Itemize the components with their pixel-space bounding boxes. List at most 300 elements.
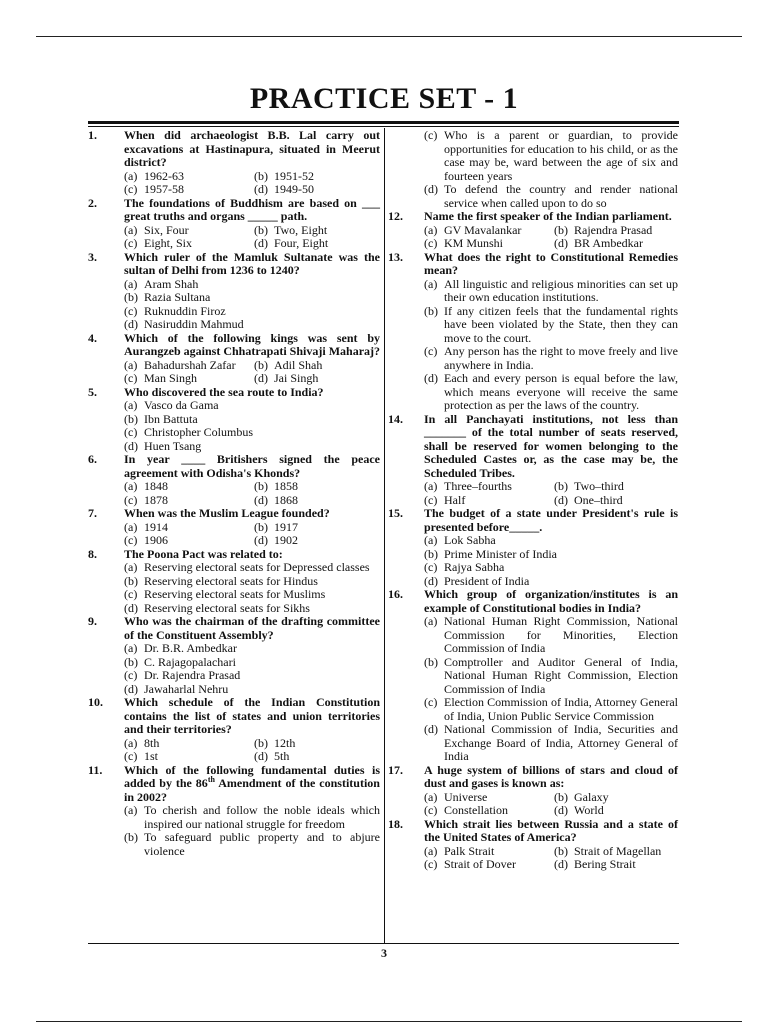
option-letter: (a) [124,398,138,412]
question-number: 16. [388,587,403,601]
question-stem [88,548,380,562]
option-item [554,480,678,494]
option-text: Three–fourths [444,479,512,493]
options-group [124,642,380,696]
option-letter: (d) [554,236,568,250]
option-item [124,305,380,319]
option-text: GV Mavalankar [444,222,522,237]
option-letter: (c) [124,182,138,196]
option-item [124,170,254,184]
options-group [424,129,678,210]
option-text: President of India [444,573,530,588]
option-item [124,521,254,535]
option-text: Man Singh [144,371,198,385]
option-text: Jai Singh [274,371,319,385]
question-stem [388,507,678,534]
question-stem [88,507,380,521]
option-letter: (a) [424,479,438,493]
option-text: C. Rajagopalachari [144,654,236,669]
option-letter: (a) [424,222,438,237]
option-item [124,291,380,305]
option-letter: (c) [424,560,438,574]
options-group [124,737,380,764]
option-item [124,683,380,697]
option-text: To cherish and follow the noble ideals which inspired our national struggle for freedom [144,803,380,831]
question-text: When was the Muslim League founded? [124,506,330,520]
option-item [424,372,678,413]
question-number: 7. [88,506,97,520]
question-text: In year ____ Britishers signed the peace agreement with Odisha's Khonds? [124,452,380,480]
option-item [554,237,678,251]
option-text: Six, Four [144,222,189,237]
option-text: BR Ambedkar [574,236,643,250]
option-letter: (b) [124,573,138,588]
option-text: One–third [574,492,623,507]
option-letter: (b) [124,290,138,304]
question-text: Which of the following kings was sent by Aurangzeb against Chhatrapati Shivaji Maharaj? [124,330,381,358]
option-item [124,278,380,292]
question-stem [388,818,678,845]
option-item [254,521,380,535]
option-text: Rajya Sabha [444,560,505,574]
options-group [124,399,380,453]
question-number: 14. [388,411,403,426]
options-group [124,804,380,858]
option-letter: (a) [424,614,438,628]
option-letter: (c) [124,303,138,318]
option-item [424,345,678,372]
option-text: Aram Shah [144,276,199,291]
option-text: Reserving electoral seats for Hindus [144,573,318,588]
options-group [124,170,380,197]
option-item [254,359,380,373]
option-item [254,237,380,251]
option-letter: (c) [124,371,138,385]
option-letter: (c) [424,695,438,709]
option-letter: (a) [424,789,438,804]
option-text: Strait of Dover [444,857,516,871]
options-group [424,224,678,251]
question-text: In all Panchayati institutions, not less than _______ of the total number of seats reserved, shall be reserved for women belonging to the Scheduled Castes or, as the case may be, the Scheduled Tribes. [424,411,678,480]
option-text: KM Munshi [444,236,504,250]
option-text: 1957-58 [144,182,184,196]
option-item [254,750,380,764]
option-text: Two–third [574,479,624,493]
option-letter: (c) [424,128,438,142]
option-letter: (c) [424,492,438,507]
option-text: If any citizen feels that the fundamental rights have been violated by the State, then they can move to the court. [444,303,678,345]
option-item [254,494,380,508]
option-letter: (b) [254,479,268,493]
option-item [254,224,380,238]
option-letter: (a) [124,357,138,372]
option-text: Comptroller and Auditor General of India, National Human Right Commission, Election Commission of India [444,654,678,696]
option-letter: (b) [424,546,438,561]
option-item [124,413,380,427]
option-letter: (c) [424,803,438,817]
top-border-line [36,36,742,37]
option-text: To safeguard public property and to abjure violence [144,830,380,858]
option-text: Palk Strait [444,843,495,858]
option-item [554,224,678,238]
option-text: Universe [444,789,488,804]
question-text: Which of the following fundamental duties is added by the 86th Amendment of the constitution in 2002? [124,762,380,804]
option-letter: (a) [424,533,438,547]
option-item [554,494,678,508]
option-letter: (a) [424,276,438,291]
option-text: Bering Strait [574,857,636,871]
option-item [554,858,678,872]
option-item [124,656,380,670]
option-letter: (d) [254,533,268,547]
option-letter: (b) [124,830,138,844]
question-number: 15. [388,506,403,520]
option-letter: (b) [554,843,568,858]
question-text: The Poona Pact was related to: [124,546,283,561]
option-item [124,359,254,373]
option-letter: (c) [124,492,138,507]
option-letter: (a) [124,803,138,817]
option-letter: (d) [554,492,568,507]
option-text: 1848 [144,479,168,493]
option-text: Reserving electoral seats for Sikhs [144,600,310,615]
title-rule-thick [88,121,679,124]
question-text: Which strait lies between Russia and a state of the United States of America? [424,816,678,844]
question-stem [88,251,380,278]
option-item [554,791,678,805]
option-item [424,845,554,859]
question-text: A huge system of billions of stars and cloud of dust and gases is known as: [424,762,678,790]
option-text: 1949-50 [274,182,314,196]
options-group [424,615,678,764]
option-item [124,534,254,548]
bottom-border-line [36,1021,742,1022]
option-item [424,305,678,346]
option-text: To defend the country and render national service when called upon to do so [444,182,678,210]
option-letter: (b) [124,411,138,426]
option-text: Rajendra Prasad [574,222,653,237]
question-text: Name the first speaker of the Indian parliament. [424,209,672,223]
option-item [424,561,678,575]
option-item [424,656,678,697]
option-item [124,737,254,751]
option-letter: (d) [124,681,138,696]
question-text: The budget of a state under President's rule is presented before_____. [424,506,678,534]
option-letter: (d) [424,722,438,736]
option-item [254,534,380,548]
question-stem [88,696,380,737]
option-item [254,480,380,494]
question-text: Who discovered the sea route to India? [124,384,324,399]
option-letter: (b) [254,222,268,237]
option-text: 8th [144,735,160,750]
option-text: 1951-52 [274,168,314,183]
options-group [424,791,678,818]
options-group [124,359,380,386]
option-text: Half [444,492,466,507]
option-text: Two, Eight [274,222,328,237]
option-letter: (d) [254,371,268,385]
question-stem [88,197,380,224]
option-item [424,480,554,494]
option-item [124,575,380,589]
question-text: When did archaeologist B.B. Lal carry out excavations at Hastinapura, situated in Meerut district? [124,128,380,169]
option-letter: (b) [424,654,438,669]
option-text: 1962-63 [144,168,184,183]
question-text: Which schedule of the Indian Constitution contains the list of states and union territories and their territories? [124,695,380,736]
question-stem [388,251,678,278]
option-text: 1906 [144,533,168,547]
question-number: 9. [88,614,97,628]
option-letter: (b) [124,654,138,669]
option-item [124,372,254,386]
question-stem [388,413,678,481]
option-letter: (a) [124,479,138,493]
option-letter: (b) [254,735,268,750]
option-item [254,372,380,386]
option-letter: (d) [254,749,268,763]
option-letter: (a) [124,222,138,237]
option-text: 1st [144,749,159,763]
option-item [554,845,678,859]
option-item [424,224,554,238]
options-group [124,521,380,548]
option-text: Vasco da Gama [144,398,219,412]
option-text: 1917 [274,519,298,534]
option-letter: (c) [424,344,438,358]
option-text: 1858 [274,479,298,493]
option-item [124,318,380,332]
question-number: 11. [88,762,103,777]
option-text: Dr. Rajendra Prasad [144,668,241,682]
option-text: Four, Eight [274,236,329,250]
option-item [124,399,380,413]
option-item [124,831,380,858]
options-group [124,278,380,332]
option-text: 1868 [274,492,298,507]
option-text: Ruknuddin Firoz [144,303,226,318]
option-letter: (c) [124,668,138,682]
question-stem [88,615,380,642]
option-item [424,723,678,764]
option-text: Bahadurshah Zafar [144,357,236,372]
question-stem [88,764,380,805]
option-letter: (d) [424,573,438,588]
option-text: Eight, Six [144,236,193,250]
question-number: 10. [88,695,103,709]
page-title: PRACTICE SET - 1 [249,82,519,115]
option-letter: (a) [424,843,438,858]
option-item [124,183,254,197]
column-divider [384,128,385,943]
question-number: 12. [388,209,403,223]
question-stem [88,453,380,480]
option-text: Reserving electoral seats for Depressed classes [144,560,370,574]
option-text: Christopher Columbus [144,425,254,439]
option-text: Election Commission of India, Attorney General of India, Union Public Service Commission [444,695,678,723]
option-text: Each and every person is equal before the law, which means everyone will receive the same protection as per the laws of the country. [444,371,678,412]
option-letter: (b) [554,479,568,493]
option-letter: (d) [254,492,268,507]
option-item [124,669,380,683]
option-letter: (a) [124,519,138,534]
option-item [424,278,678,305]
option-text: Ibn Battuta [144,411,198,426]
question-stem [88,129,380,170]
question-text: What does the right to Constitutional Remedies mean? [424,249,678,277]
option-letter: (d) [424,371,438,385]
option-letter: (c) [124,533,138,547]
question-number: 4. [88,330,97,345]
option-text: All linguistic and religious minorities can set up their own education institutions. [444,276,678,304]
bottom-rule [88,943,679,944]
options-group [424,534,678,588]
option-item [124,561,380,575]
option-letter: (c) [424,236,438,250]
option-item [124,494,254,508]
right-column [388,129,678,872]
option-text: Huen Tsang [144,438,202,453]
question-number: 3. [88,249,97,264]
option-item [424,494,554,508]
option-letter: (b) [554,789,568,804]
option-text: 1878 [144,492,168,507]
option-letter: (d) [254,182,268,196]
option-letter: (c) [124,425,138,439]
option-text: Strait of Magellan [574,843,662,858]
option-text: Jawaharlal Nehru [144,681,229,696]
option-letter: (a) [124,168,138,183]
superscript: th [207,775,215,784]
option-item [124,804,380,831]
question-text: The foundations of Buddhism are based on ___ great truths and organs _____ path. [124,195,380,223]
question-number: 1. [88,128,97,142]
options-group [424,480,678,507]
option-item [424,804,554,818]
options-group [124,561,380,615]
options-group [124,224,380,251]
option-item [254,737,380,751]
option-item [424,237,554,251]
question-stem [88,332,380,359]
options-group [424,278,678,413]
option-item [124,588,380,602]
option-letter: (b) [254,357,268,372]
option-item [124,440,380,454]
option-item [424,129,678,183]
option-text: 1914 [144,519,168,534]
option-text: Galaxy [574,789,609,804]
question-stem [388,764,678,791]
option-item [424,575,678,589]
option-text: Nasiruddin Mahmud [144,317,244,331]
question-number: 8. [88,546,97,561]
option-letter: (b) [554,222,568,237]
page-number: 3 [381,946,387,960]
option-text: Who is a parent or guardian, to provide opportunities for education to his child, or as the case may be, ward between the age of six and fourteen years [444,128,678,183]
option-item [424,858,554,872]
option-item [424,696,678,723]
option-item [254,170,380,184]
question-text: Which ruler of the Mamluk Sultanate was the sultan of Delhi from 1236 to 1240? [124,249,380,277]
question-number: 13. [388,249,403,264]
question-stem [388,588,678,615]
option-text: Any person has the right to move freely and live anywhere in India. [444,344,678,372]
options-group [124,480,380,507]
option-letter: (d) [124,438,138,453]
options-group [424,845,678,872]
option-item [124,224,254,238]
option-letter: (c) [124,749,138,763]
option-letter: (b) [254,168,268,183]
option-text: National Human Right Commission, National Commission for Minorities, Election Commission of India [444,614,678,655]
question-number: 6. [88,452,97,466]
title-rule-thin [88,126,679,127]
option-letter: (a) [124,276,138,291]
question-text: Who was the chairman of the drafting committee of the Constituent Assembly? [124,614,380,642]
option-text: Prime Minister of India [444,546,557,561]
option-text: Reserving electoral seats for Muslims [144,587,326,601]
option-item [424,534,678,548]
option-letter: (d) [254,236,268,250]
option-item [124,642,380,656]
option-letter: (d) [424,182,438,196]
option-item [124,426,380,440]
option-text: World [574,803,604,817]
option-letter: (d) [124,600,138,615]
question-text: Which group of organization/institutes is an example of Constitutional bodies in India? [424,587,678,615]
option-letter: (c) [424,857,438,871]
option-item [424,183,678,210]
option-item [124,480,254,494]
left-column [88,129,380,858]
option-letter: (c) [124,587,138,601]
question-number: 5. [88,384,97,399]
question-stem [388,210,678,224]
option-text: National Commission of India, Securities and Exchange Board of India, Attorney General of India [444,722,678,763]
option-text: Lok Sabha [444,533,496,547]
option-text: Razia Sultana [144,290,211,304]
option-text: 1902 [274,533,298,547]
option-text: Adil Shah [274,357,323,372]
question-number: 18. [388,816,403,831]
option-text: 12th [274,735,296,750]
option-letter: (c) [124,236,138,250]
option-item [424,615,678,656]
option-letter: (a) [124,641,138,655]
option-item [554,804,678,818]
option-letter: (d) [554,803,568,817]
option-letter: (d) [554,857,568,871]
option-item [424,548,678,562]
question-stem [88,386,380,400]
option-item [124,237,254,251]
option-item [424,791,554,805]
option-text: 5th [274,749,290,763]
option-text: Dr. B.R. Ambedkar [144,641,237,655]
option-letter: (a) [124,735,138,750]
question-number: 17. [388,762,403,777]
option-item [124,602,380,616]
option-letter: (b) [254,519,268,534]
option-letter: (a) [124,560,138,574]
option-letter: (d) [124,317,138,331]
question-number: 2. [88,195,97,210]
option-item [124,750,254,764]
option-item [254,183,380,197]
option-text: Constellation [444,803,508,817]
option-letter: (b) [424,303,438,318]
